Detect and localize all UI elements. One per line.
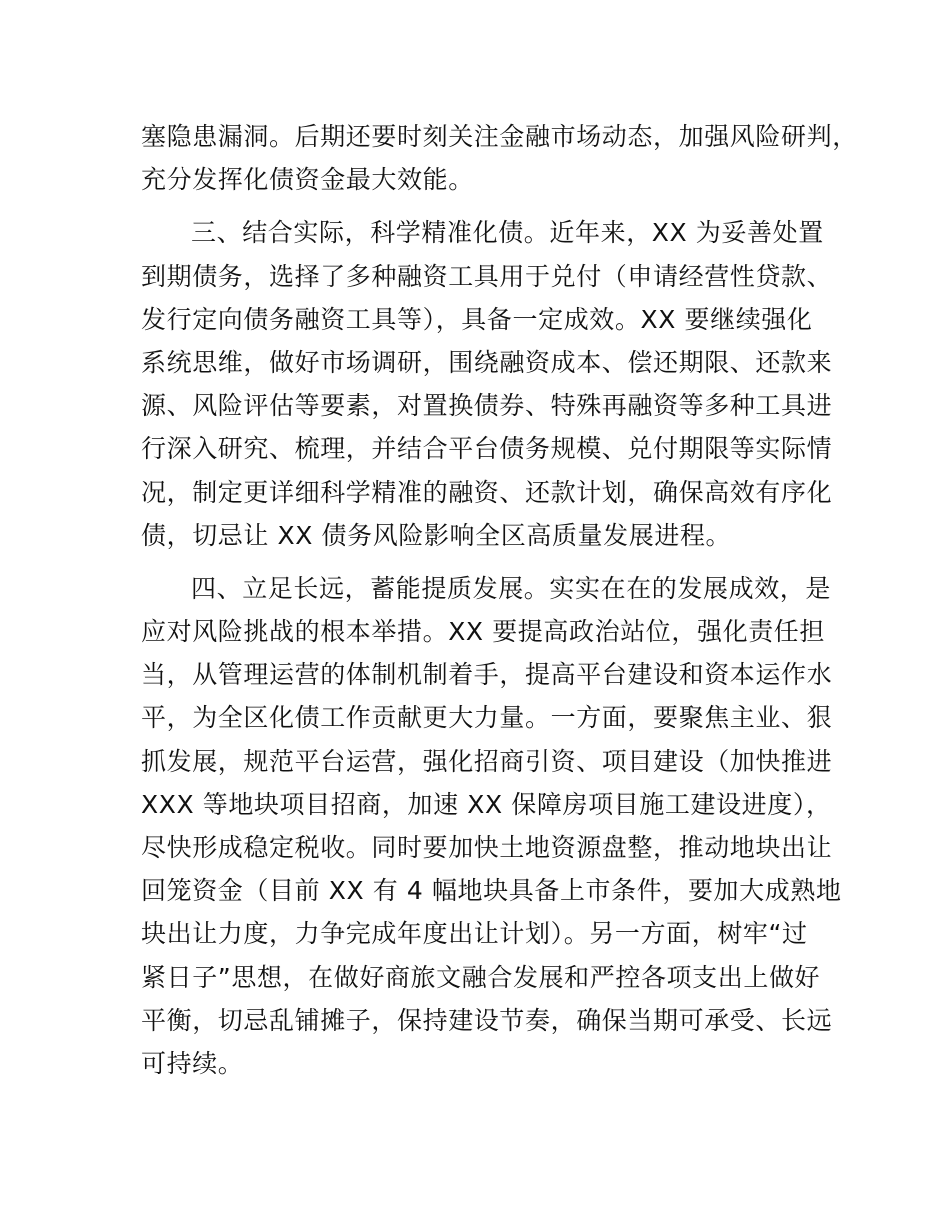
paragraph-section-three: [141, 211, 831, 557]
text-line: 应对风险挑战的根本举措。XX 要提高政治站位，强化责任担: [141, 617, 826, 647]
text-line: 可持续。: [141, 1048, 244, 1078]
document-body: [141, 115, 858, 1085]
text-line: 三、结合实际，科学精准化债。近年来，XX 为妥善处置: [191, 218, 824, 248]
text-line: 塞隐患漏洞。后期还要时刻关注金融市场动态，加强风险研判，: [141, 122, 858, 151]
text-line: 源、风险评估等要素，对置换债券、特殊再融资等多种工具进: [141, 391, 833, 421]
text-line: 况，制定更详细科学精准的融资、还款计划，确保高效有序化: [141, 477, 833, 507]
text-line: 平衡，切忌乱铺摊子，保持建设节奏，确保当期可承受、长远: [141, 1005, 833, 1035]
text-line: 行深入研究、梳理，并结合平台债务规模、兑付期限等实际情: [141, 434, 833, 464]
text-line: 债，切忌让 XX 债务风险影响全区高质量发展进程。: [141, 520, 732, 550]
text-line: 到期债务，选择了多种融资工具用于兑付（申请经营性贷款、: [141, 261, 833, 291]
text-line: 尽快形成稳定税收。同时要加快土地资源盘整，推动地块出让: [141, 833, 833, 862]
text-line: 抓发展，规范平台运营，强化招商引资、项目建设（加快推进: [141, 746, 833, 776]
text-line: 系统思维，做好市场调研，围绕融资成本、偿还期限、还款来: [141, 347, 833, 377]
text-line: 当，从管理运营的体制机制着手，提高平台建设和资本运作水: [141, 660, 833, 690]
paragraph-continuation: [141, 115, 858, 201]
text-line: 四、立足长远，蓄能提质发展。实实在在的发展成效，是: [191, 573, 832, 603]
text-line: 发行定向债务融资工具等），具备一定成效。XX 要继续强化: [141, 304, 813, 334]
text-line: 块出让力度，力争完成年度出让计划）。另一方面，树牢“过: [141, 919, 808, 949]
text-line: 平，为全区化债工作贡献更大力量。一方面，要聚焦主业、狠: [141, 703, 833, 733]
text-line: 充分发挥化债资金最大效能。: [141, 165, 474, 195]
text-line: 紧日子”思想，在做好商旅文融合发展和严控各项支出上做好: [141, 962, 821, 992]
paragraph-section-four: [141, 567, 842, 1085]
text-line: 回笼资金（目前 XX 有 4 幅地块具备上市条件，要加大成熟地: [141, 876, 842, 906]
text-line: XXX 等地块项目招商，加速 XX 保障房项目施工建设进度），: [141, 789, 832, 819]
